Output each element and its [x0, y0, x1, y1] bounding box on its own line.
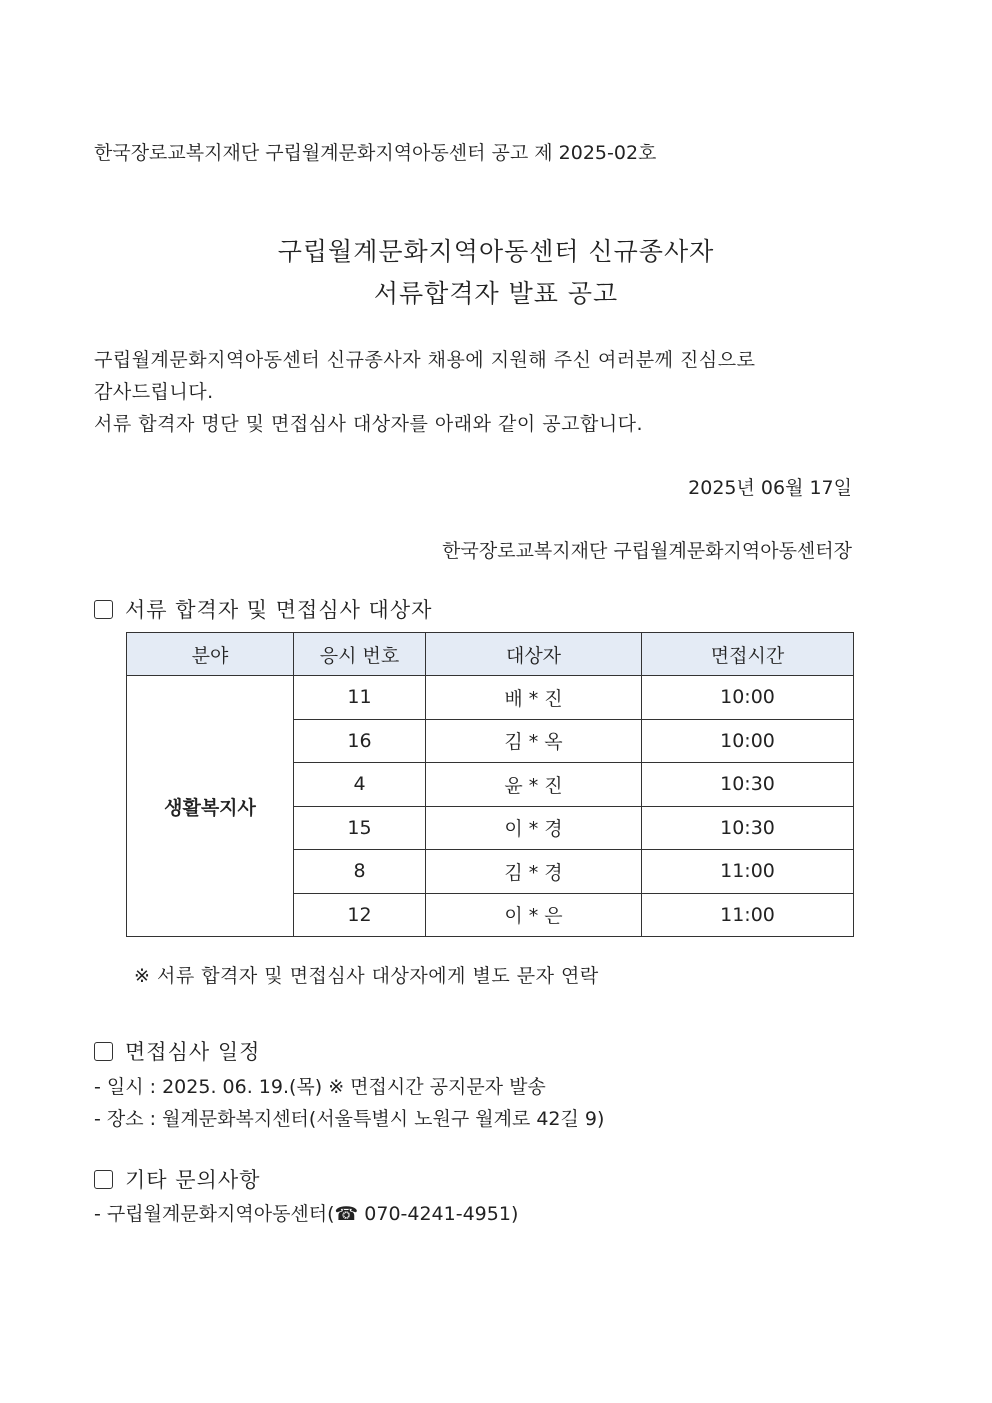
number-cell: 8 — [294, 850, 426, 894]
time-cell: 10:30 — [642, 806, 854, 850]
notice-number: 한국장로교복지재단 구립월계문화지역아동센터 공고 제 2025-02호 — [94, 142, 657, 164]
time-cell: 11:00 — [642, 850, 854, 894]
section-heading-schedule — [94, 1036, 260, 1066]
applicants-table — [126, 632, 854, 937]
section-heading-text: 기타 문의사항 — [125, 1168, 261, 1192]
name-cell: 이 * 경 — [426, 806, 642, 850]
announcement-date: 2025년 06월 17일 — [688, 477, 852, 499]
name-cell: 윤 * 진 — [426, 763, 642, 807]
time-cell: 10:00 — [642, 719, 854, 763]
header-field: 분야 — [127, 633, 294, 676]
page-title-line2: 서류합격자 발표 공고 — [373, 279, 619, 308]
number-cell: 11 — [294, 676, 426, 720]
schedule-place: - 장소 : 월계문화복지센터(서울특별시 노원구 월계로 42길 9) — [94, 1108, 605, 1130]
time-cell: 11:00 — [642, 893, 854, 937]
intro-line1: 구립월계문화지역아동센터 신규종사자 채용에 지원해 주신 여러분께 진심으로 — [94, 349, 756, 371]
inquiry-contact: - 구립월계문화지역아동센터(☎ 070-4241-4951) — [94, 1203, 519, 1225]
time-cell: 10:00 — [642, 676, 854, 720]
name-cell: 김 * 경 — [426, 850, 642, 894]
contact-note: ※ 서류 합격자 및 면접심사 대상자에게 별도 문자 연락 — [134, 965, 599, 987]
name-cell: 배 * 진 — [426, 676, 642, 720]
number-cell: 12 — [294, 893, 426, 937]
intro-line2: 감사드립니다. — [94, 381, 214, 403]
checkbox-square-icon — [94, 1170, 113, 1189]
name-cell: 이 * 은 — [426, 893, 642, 937]
section-heading-text: 서류 합격자 및 면접심사 대상자 — [125, 598, 433, 622]
header-time: 면접시간 — [642, 633, 854, 676]
header-name: 대상자 — [426, 633, 642, 676]
table-row — [127, 676, 854, 720]
field-cell: 생활복지사 — [127, 676, 294, 937]
section-heading-inquiry — [94, 1164, 260, 1194]
section-heading-text: 면접심사 일정 — [125, 1040, 261, 1064]
table-header-row — [127, 633, 854, 676]
page-title-line1: 구립월계문화지역아동센터 신규종사자 — [277, 237, 715, 266]
name-cell: 김 * 옥 — [426, 719, 642, 763]
issuer: 한국장로교복지재단 구립월계문화지역아동센터장 — [442, 540, 852, 562]
number-cell: 15 — [294, 806, 426, 850]
checkbox-square-icon — [94, 1042, 113, 1061]
number-cell: 16 — [294, 719, 426, 763]
checkbox-square-icon — [94, 600, 113, 619]
time-cell: 10:30 — [642, 763, 854, 807]
intro-line3: 서류 합격자 명단 및 면접심사 대상자를 아래와 같이 공고합니다. — [94, 413, 644, 435]
section-heading-applicants — [94, 594, 432, 624]
schedule-date: - 일시 : 2025. 06. 19.(목) ※ 면접시간 공지문자 발송 — [94, 1076, 546, 1098]
header-number: 응시 번호 — [294, 633, 426, 676]
number-cell: 4 — [294, 763, 426, 807]
